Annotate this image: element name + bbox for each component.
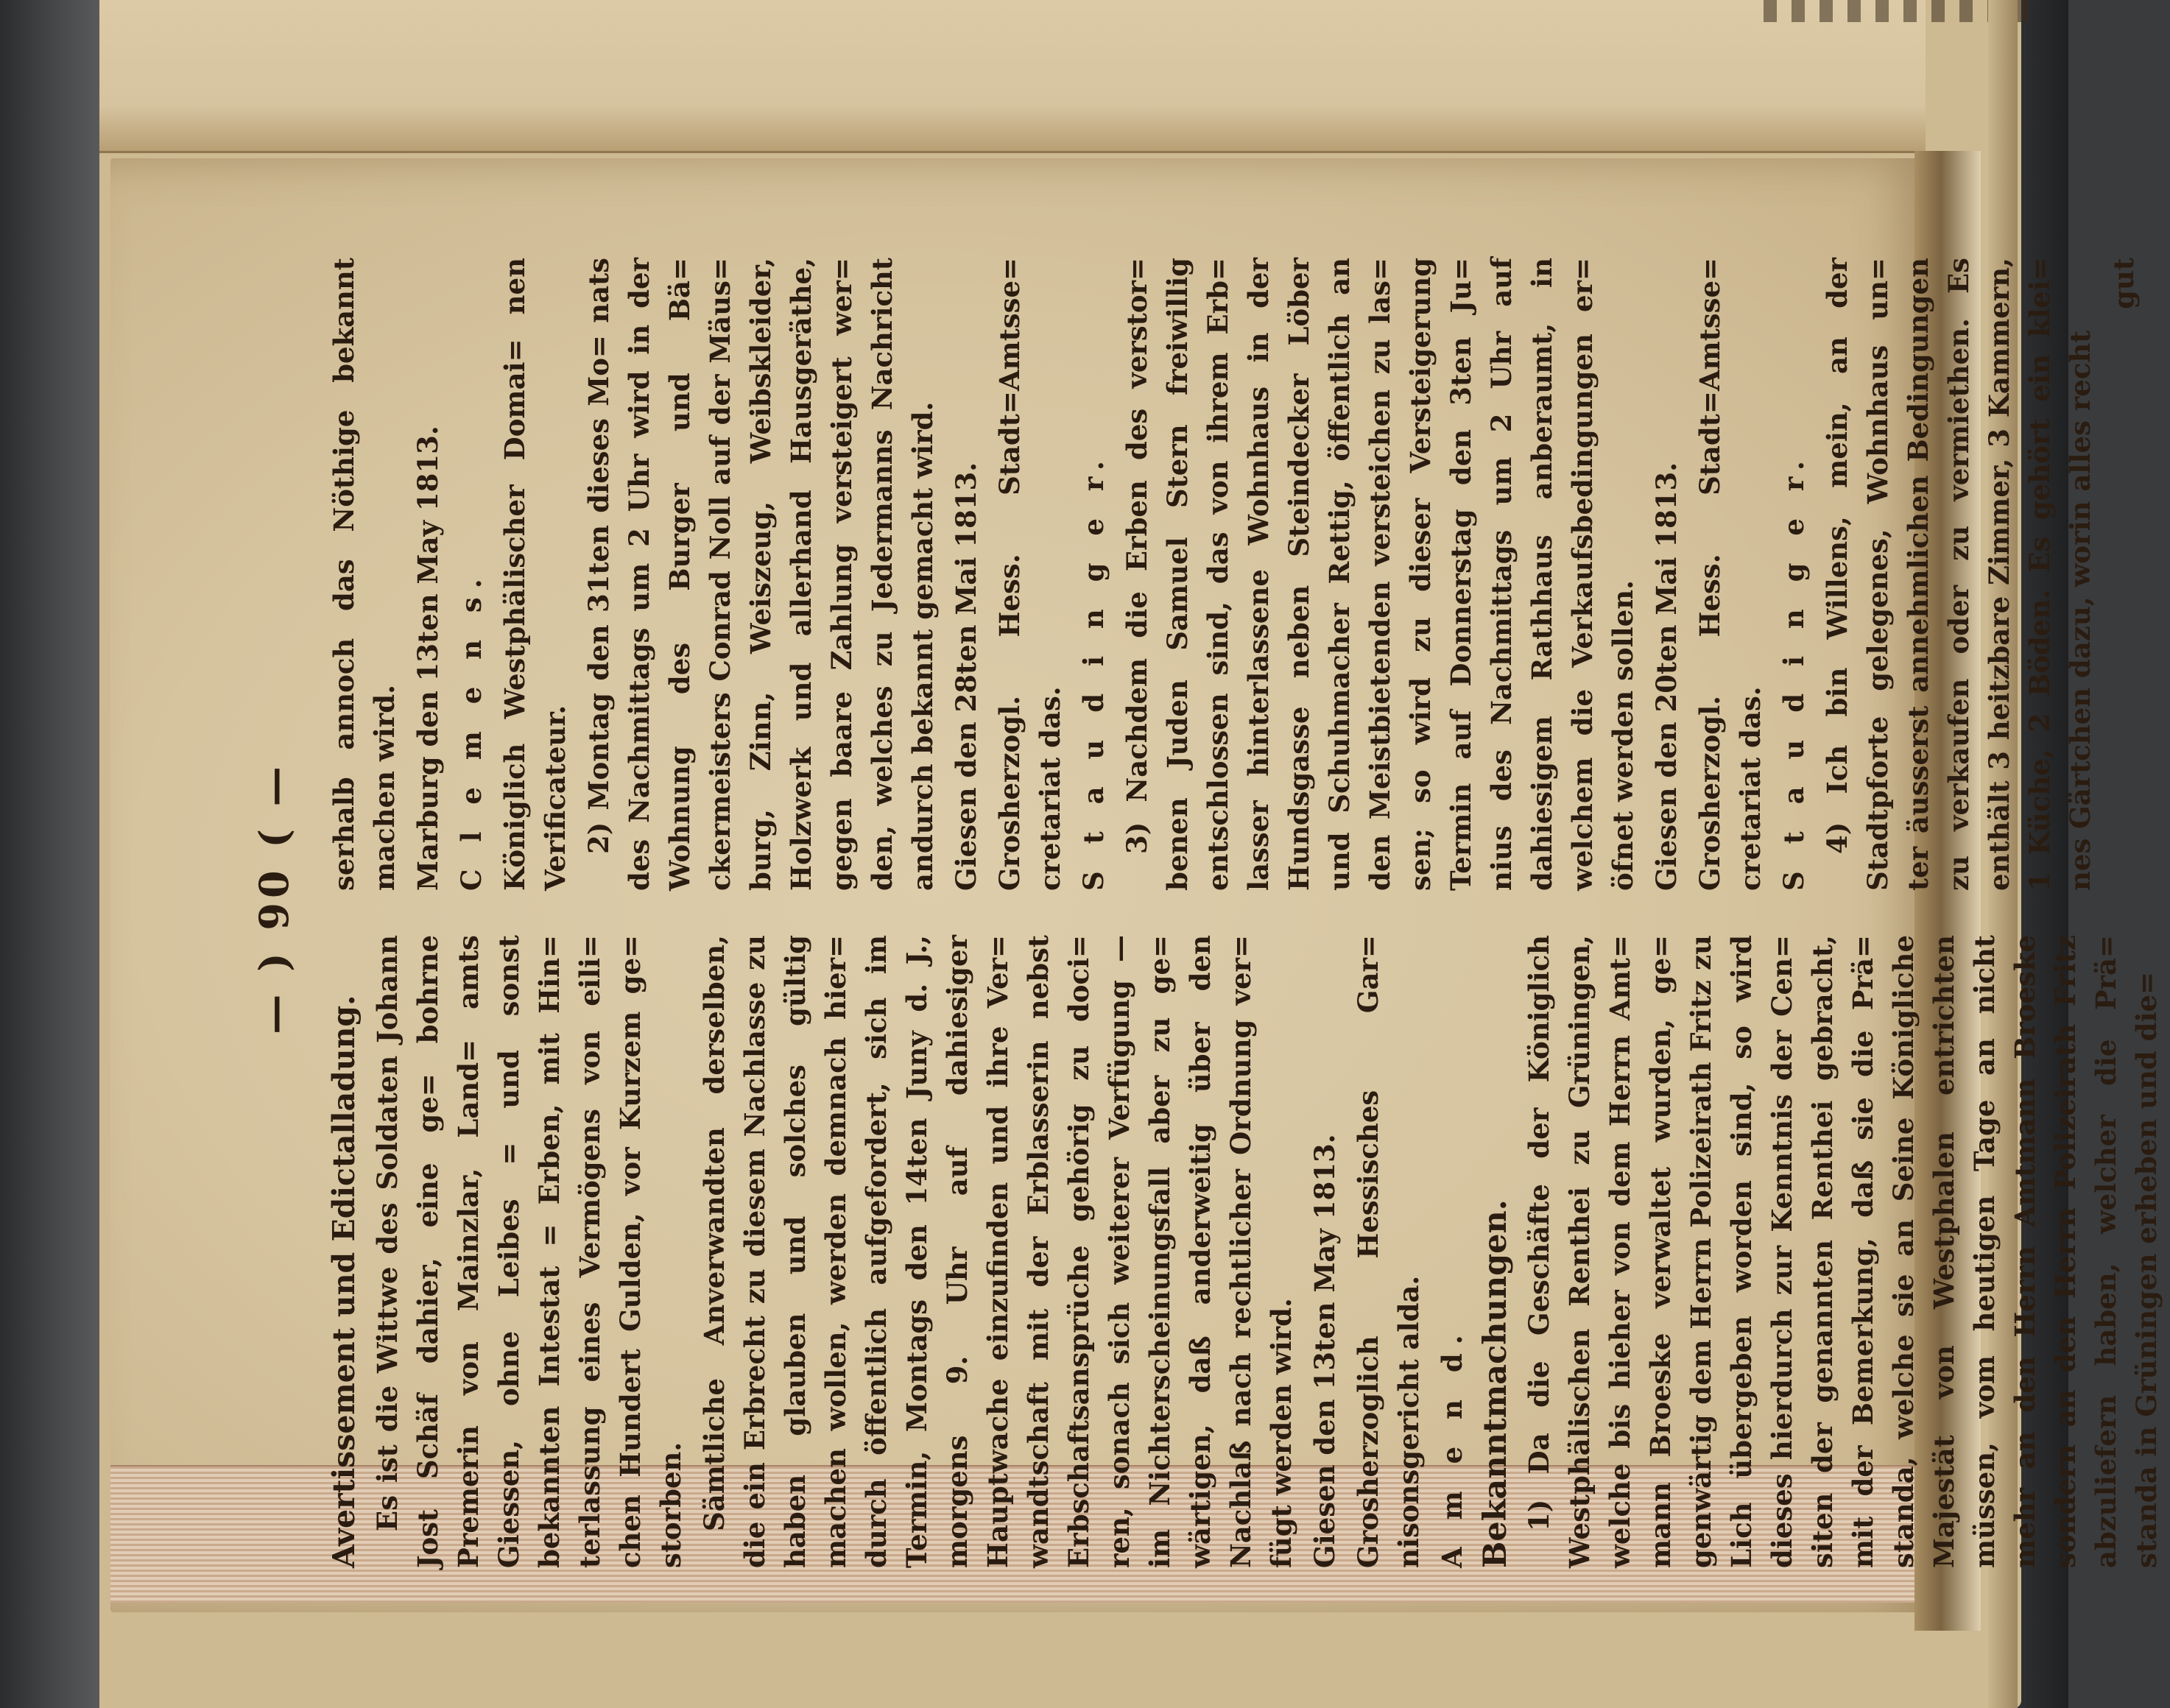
notice-signer: S t a u d i n g e r.	[1077, 452, 1110, 891]
notice-office: Grosherzogl. Hess. Stadt=Amtsse= cretariat das.	[993, 258, 1066, 891]
notice-heading: Avertissement und Edictalladung.	[326, 995, 362, 1568]
notice-paragraph: serhalb annoch das Nöthige bekannt machen wird.	[328, 258, 401, 891]
notice-paragraph: Es ist die Wittwe des Soldaten Johann Jost Schäf dahier, eine ge= bohrne Premerin von Mainzlar, Land= amts Giessen, ohne Leibes = und sonst bekannten Intestat = Erben, mit Hin= terlassung eines Vermögens von eili= chen Hundert Gulden, vor Kurzem ge= storben.	[371, 935, 687, 1568]
notice-paragraph: 2) Montag den 31ten dieses Mo= nats des Nachmittags um 2 Uhr wird in der Wohnung des Burger und Bä= ckermeisters Conrad Noll auf der Mäus= burg, Zinn, Weiszeug, Weibskleider, Holzwerk und allerhand Hausgeräthe, gegen baare Zahlung versteigert wer= den, welches zu Jedermanns Nachricht andurch bekannt gemacht wird.	[582, 258, 939, 891]
catchword: gut	[2107, 258, 2140, 309]
notice-title: Königlich Westphälischer Domai= nen Verificateur.	[499, 258, 571, 891]
notice-signer: C l e m e n s.	[455, 570, 487, 891]
notice-date: Giesen den 13ten May 1813.	[1308, 1134, 1341, 1568]
right-column	[324, 258, 2144, 891]
notice-signer: A m e n d.	[1436, 1326, 1468, 1568]
section-title: Bekanntmachungen.	[1477, 1199, 1514, 1568]
background-left	[0, 0, 103, 1708]
rotated-text-page	[250, 228, 2163, 1568]
previous-page-strip	[99, 0, 1926, 153]
notice-signer: S t a u d i n g e r.	[1778, 452, 1810, 891]
notice-paragraph: 3) Nachdem die Erben des verstor= benen Juden Samuel Stern freiwillig entschlossen sind, das von ihrem Erb= lasser hinterlassene Wohnhaus in der Hundsgasse neben Steindecker Löber und Schuhmacher Rettig, öffentlich an den Meistbietenden versteichen zu las= sen; so wird zu dieser Versteigerung Termin auf Donnerstag den 3ten Ju= nius des Nachmittags um 2 Uhr auf dahiesigem Rathhaus anberaumt, in welchem die Verkaufsbedingungen er= öfnet werden sollen.	[1121, 258, 1639, 891]
notice-date: Giesen den 28ten Mai 1813.	[950, 462, 982, 891]
notice-office: Grosherzogl. Hess. Stadt=Amtsse= cretariat das.	[1694, 258, 1766, 891]
notice-paragraph: Sämtliche Anverwandten derselben, die ein Erbrecht zu diesem Nachlasse zu haben glauben und solches gültig machen wollen, werden demnach hier= durch öffentlich aufgefordert, sich im Termin, Montags den 14ten Juny d. J., morgens 9. Uhr auf dahiesiger Hauptwache einzufinden und ihre Ver= wandtschaft mit der Erblasserin nebst Erbschaftsansprüche gehörig zu doci= ren, sonach sich weiterer Verfügung — im Nichterscheinungsfall aber zu ge= wärtigen, daß anderweitig über den Nachlaß nach rechtlicher Ordnung ver= fügt werden wird.	[698, 935, 1297, 1568]
notice-court: Grosherzoglich Hessisches Gar= nisonsgericht alda.	[1352, 935, 1425, 1568]
page-number: — ) 90 ( —	[250, 762, 297, 1034]
notice-date: Marburg den 13ten May 1813.	[412, 426, 444, 891]
notice-paragraph: 4) Ich bin Willens, mein, an der Stadtpforte gelegenes, Wohnhaus un= ter äusserst annehmlichen Bedingungen zu verkaufen oder zu vermiethen. Es enthält 3 heitzbare Zimmer, 3 Kammern, 1 Küche, 2 Böden. Es gehört ein klei= nes Gärtchen dazu, worin alles recht	[1821, 258, 2096, 891]
notice-paragraph: 1) Da die Geschäfte der Königlich Westphälischen Renthei zu Grüningen, welche bis hieher von dem Herrn Amt= mann Broeske verwaltet wurden, ge= genwärtig dem Herrn Polizeirath Fritz zu Lich übergeben worden sind, so wird dieses hierdurch zur Kenntnis der Cen= siten der genannten Renthei gebracht, mit der Bemerkung, daß sie die Prä= standa, welche sie an Seine Königliche Majestät von Westphalen entrichten müssen, vom heutigen Tage an nicht mehr an den Herrn Amtmann Broeske sondern an den Herrn Polizeirath Fritz abzuliefern haben, welcher die Prä= standa in Grüningen erheben und die=	[1523, 935, 2163, 1568]
left-column	[324, 935, 2170, 1568]
notice-date: Giesen den 20ten Mai 1813.	[1650, 462, 1683, 891]
